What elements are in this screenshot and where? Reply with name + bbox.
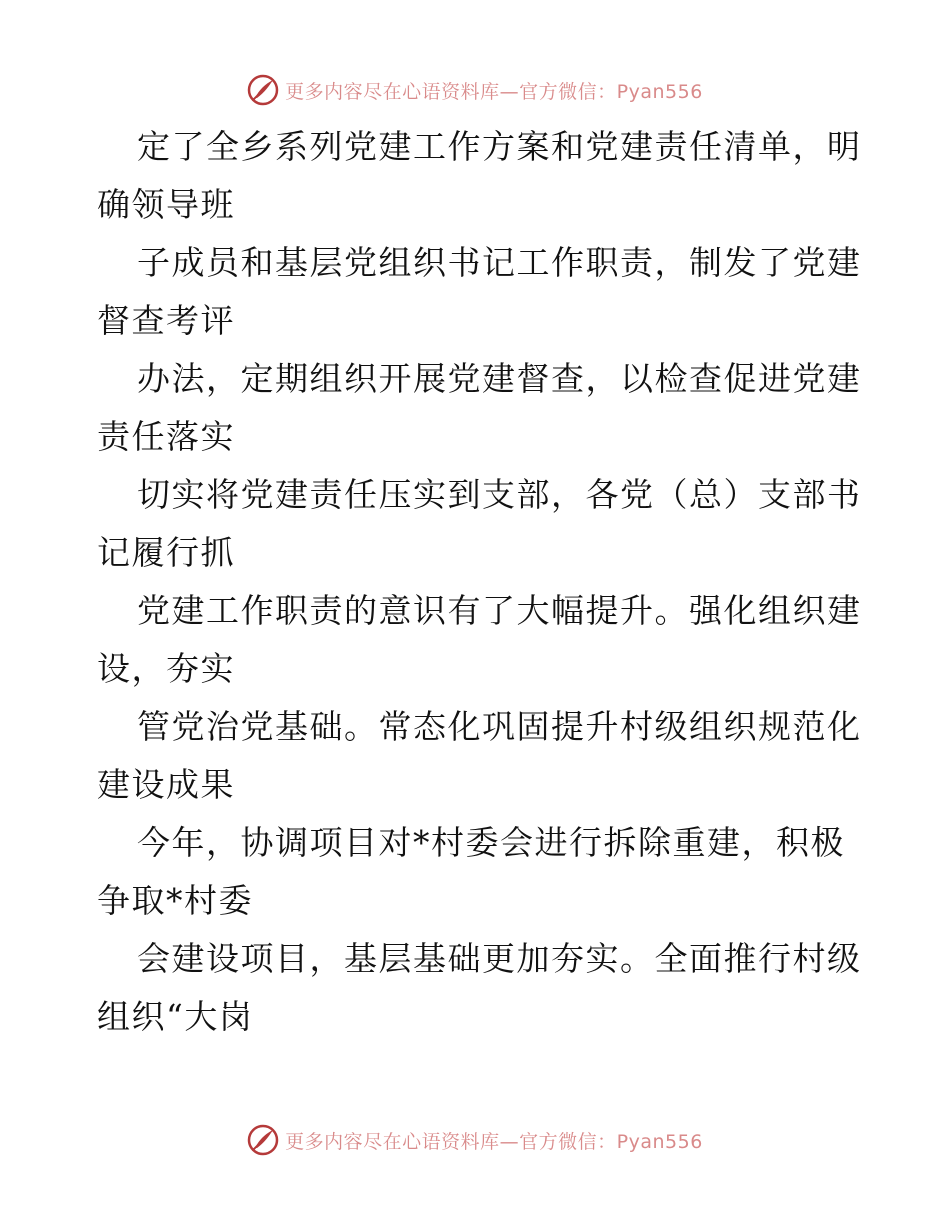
text-line: 确领导班 — [97, 185, 235, 224]
text-line: 督查考评 — [97, 301, 235, 340]
text-line: 党建工作职责的意识有了大幅提升。强化组织建 — [137, 591, 862, 630]
feather-quill-logo-icon — [247, 74, 279, 106]
text-line: 责任落实 — [97, 417, 235, 456]
header-banner — [0, 70, 950, 110]
text-line: 会建设项目，基层基础更加夯实。全面推行村级 — [137, 939, 862, 978]
text-line: 定了全乡系列党建工作方案和党建责任清单，明 — [137, 127, 862, 166]
feather-quill-logo-icon — [247, 1124, 279, 1156]
text-line: 争取*村委 — [97, 881, 253, 920]
text-line: 切实将党建责任压实到支部，各党（总）支部书 — [137, 475, 862, 514]
text-line: 设，夯实 — [97, 649, 235, 688]
header-banner-text: 更多内容尽在心语资料库—官方微信：Pyan556 — [285, 80, 703, 103]
footer-banner-text: 更多内容尽在心语资料库—官方微信：Pyan556 — [285, 1130, 703, 1153]
text-line: 管党治党基础。常态化巩固提升村级组织规范化 — [137, 707, 862, 746]
text-line: 记履行抓 — [97, 533, 235, 572]
text-line: 组织“大岗 — [97, 997, 254, 1036]
text-line: 建设成果 — [97, 765, 235, 804]
text-line: 办法，定期组织开展党建督查，以检查促进党建 — [137, 359, 862, 398]
footer-banner — [0, 1120, 950, 1160]
text-line: 子成员和基层党组织书记工作职责，制发了党建 — [137, 243, 862, 282]
text-line: 今年，协调项目对*村委会进行拆除重建，积极 — [137, 823, 845, 862]
document-body — [97, 118, 862, 1046]
